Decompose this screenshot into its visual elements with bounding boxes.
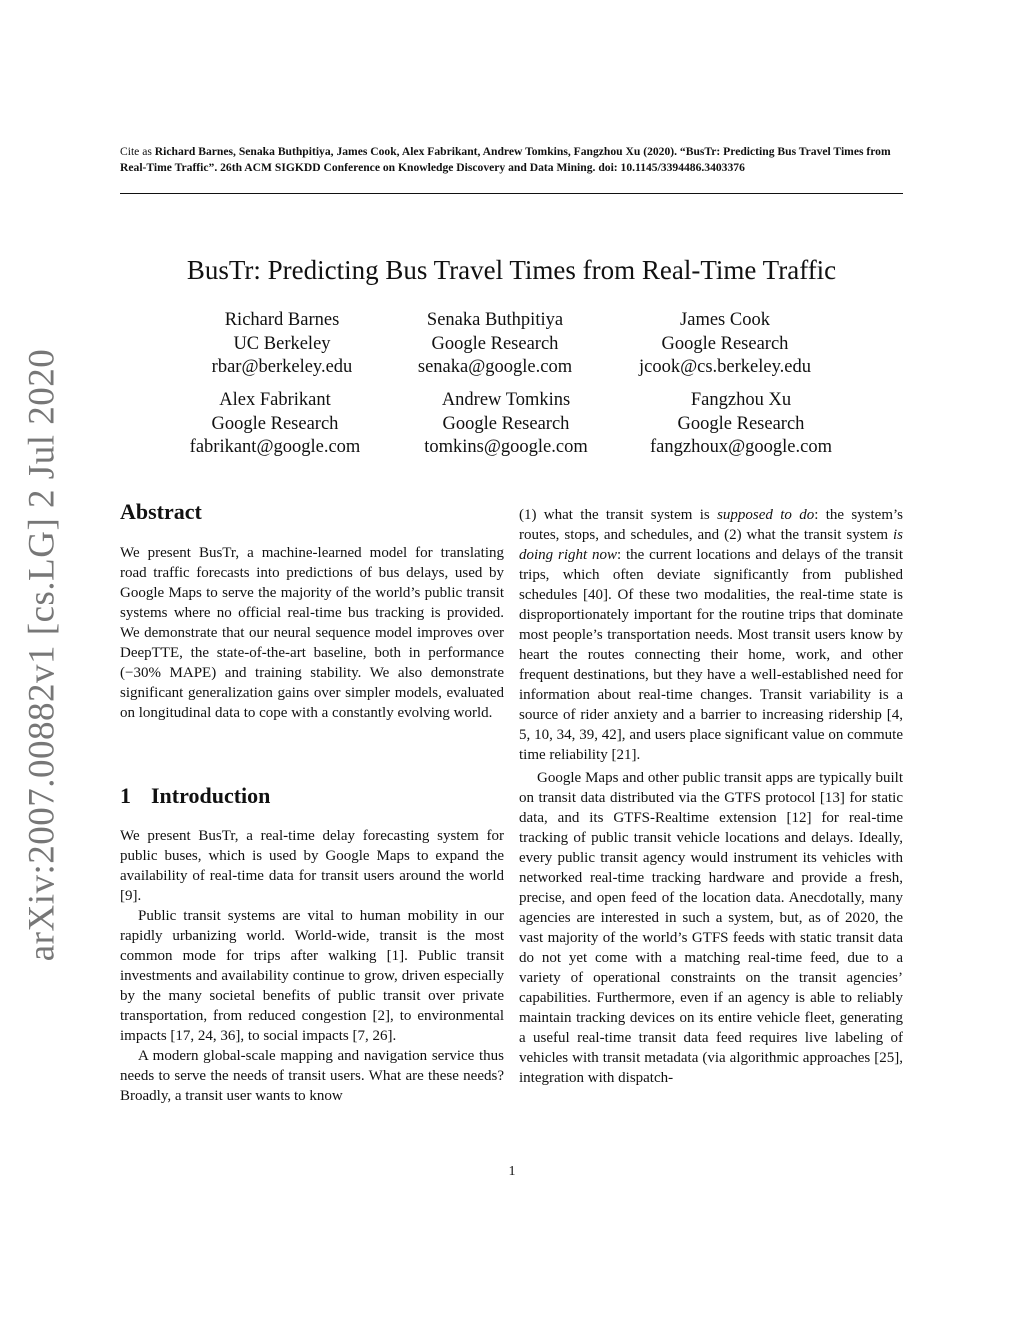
paper-title: BusTr: Predicting Bus Travel Times from Real-Time Traffic bbox=[186, 255, 837, 285]
abstract-heading: Abstract bbox=[120, 499, 202, 524]
author-block bbox=[155, 389, 395, 460]
author-email: jcook@cs.berkeley.edu bbox=[639, 357, 811, 377]
author-email: senaka@google.com bbox=[417, 357, 573, 377]
author-name: Andrew Tomkins bbox=[441, 390, 571, 410]
emphasis-text: supposed to do bbox=[717, 507, 815, 523]
author-affiliation: Google Research bbox=[677, 413, 805, 434]
author-email: rbar@berkeley.edu bbox=[211, 357, 353, 377]
abstract-body bbox=[120, 543, 504, 723]
author-block bbox=[162, 309, 402, 380]
author-block bbox=[386, 389, 626, 460]
intro-paragraph: A modern global-scale mapping and navigation service thus needs to serve the needs of transit users. What are these needs? Broadly, a transit user wants to know bbox=[120, 1048, 504, 1104]
right-paragraph-1 bbox=[519, 505, 903, 765]
citation-divider bbox=[120, 193, 903, 194]
author-name: James Cook bbox=[680, 310, 770, 330]
text-run: : the current locations and delays of the transit trips, which often deviate significantly from published schedules [40]. Of these two modalities, the real-time state is disproportionately important for the routine trips that dominate most people’s transportation needs. Most transit users know by heart the routes connecting their home, work, and other frequent destinations, but they have a well-established need for information about real-time changes. Transit variability is a source of rider anxiety and a barrier to increasing ridership [4, 5, 10, 34, 39, 42], and users place significant value on commute time reliability [21]. bbox=[519, 547, 903, 763]
citation-block bbox=[120, 144, 903, 176]
author-affiliation: Google Research bbox=[442, 413, 570, 434]
citation-prefix: Cite as bbox=[120, 145, 155, 158]
author-block bbox=[621, 389, 861, 460]
text-run: (1) what the transit system is bbox=[519, 507, 718, 523]
introduction-body bbox=[120, 826, 504, 1106]
author-affiliation: Google Research bbox=[661, 333, 789, 354]
author-email: tomkins@google.com bbox=[424, 437, 588, 457]
right-paragraph-2: Google Maps and other public transit apps are typically built on transit data distributed via the GTFS protocol [13] for static data, and its GTFS-Realtime extension [12] for real-time tracking of public transit vehicle locations and delays. Ideally, every public transit agency would instrument its vehicles with networked real-time tracking hardware and provide a fresh, precise, and open feed of the location data. Anecdotally, many agencies are interested in such a system, but, as of 2020, the vast majority of the world’s GTFS feeds with static transit data do not yet come with a matching real-time feed, due to a variety of operational constraints on the transit agencies’ capabilities. Furthermore, even if an agency is able to reliably maintain tracking devices on its entire vehicle fleet, generating a useful real-time transit data feed requires live labeling of vehicles with transit metadata (via algorithmic approaches [25], integration with dispatch- bbox=[519, 770, 903, 1086]
author-block bbox=[375, 309, 615, 380]
author-affiliation: UC Berkeley bbox=[233, 333, 331, 354]
author-name: Alex Fabrikant bbox=[219, 390, 331, 410]
author-email: fangzhoux@google.com bbox=[650, 437, 832, 457]
citation-text: Richard Barnes, Senaka Buthpitiya, James Cook, Alex Fabrikant, Andrew Tomkins, Fangzhou Xu (2020). “BusTr: Predicting Bus Travel Times from Real-Time Traffic”. 26th ACM SIGKDD Conference on Knowledge Discovery and Data Mining. doi: 10.1145/3394486.3403376 bbox=[120, 145, 891, 174]
introduction-heading bbox=[120, 782, 270, 810]
author-name: Senaka Buthpitiya bbox=[426, 310, 564, 330]
author-block bbox=[605, 309, 845, 380]
author-affiliation: Google Research bbox=[211, 413, 339, 434]
author-name: Richard Barnes bbox=[224, 310, 340, 330]
text-run: : the system’s routes, stops, and schedules, and (2) what the transit system bbox=[519, 507, 904, 543]
section-title: Introduction bbox=[151, 783, 271, 808]
emphasis-text: is doing right now bbox=[519, 527, 903, 563]
right-column bbox=[519, 505, 903, 1088]
section-number: 1 bbox=[120, 783, 131, 808]
arxiv-stamp: arXiv:2007.00882v1 [cs.LG] 2 Jul 2020 bbox=[21, 348, 63, 962]
intro-paragraph: Public transit systems are vital to human mobility in our rapidly urbanizing world. World-wide, transit is the most common mode for trips after walking [1]. Public transit investments and availability continue to grow, driven especially by the many societal benefits of public transit over private transportation, from reduced congestion [2], to environmental impacts [17, 24, 36], to social impacts [7, 26]. bbox=[120, 908, 504, 1044]
intro-paragraph: We present BusTr, a real-time delay forecasting system for public buses, which is used by Google Maps to expand the availability of real-time data for transit users around the world [9]. bbox=[120, 828, 504, 904]
author-email: fabrikant@google.com bbox=[189, 437, 361, 457]
author-name: Fangzhou Xu bbox=[690, 390, 792, 410]
author-affiliation: Google Research bbox=[431, 333, 559, 354]
page-number: 1 bbox=[508, 1164, 516, 1179]
abstract-text: We present BusTr, a machine-learned model for translating road traffic forecasts into predictions of bus delays, used by Google Maps to serve the majority of the world’s public transit systems where no official real-time bus tracking is provided. We demonstrate that our neural sequence model improves over DeepTTE, the state-of-the-art baseline, both in performance (−30% MAPE) and training stability. We also demonstrate significant generalization gains over simpler models, evaluated on longitudinal data to cope with a constantly evolving world. bbox=[120, 545, 504, 721]
